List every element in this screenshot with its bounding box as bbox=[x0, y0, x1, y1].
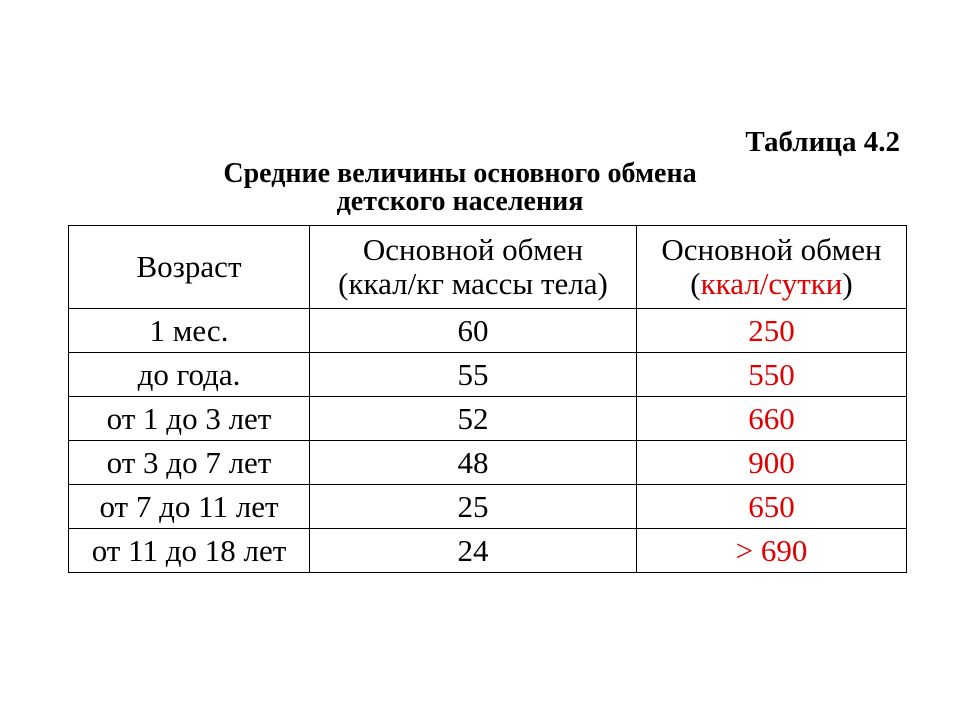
age-cell: от 11 до 18 лет bbox=[69, 529, 310, 573]
unit-kcal-per-day: ккал/сутки bbox=[700, 266, 843, 301]
per-day-cell: 660 bbox=[637, 397, 907, 441]
per-kg-cell: 60 bbox=[310, 309, 637, 353]
age-cell: от 1 до 3 лет bbox=[69, 397, 310, 441]
header-bm-per-day-line1: Основной обмен bbox=[661, 232, 882, 267]
per-day-cell: 650 bbox=[637, 485, 907, 529]
per-day-cell: > 690 bbox=[637, 529, 907, 573]
table-row bbox=[69, 353, 907, 397]
age-cell: от 7 до 11 лет bbox=[69, 485, 310, 529]
age-cell: до года. bbox=[69, 353, 310, 397]
metabolism-table bbox=[68, 225, 907, 573]
header-bm-per-day bbox=[637, 226, 907, 309]
table-row bbox=[69, 441, 907, 485]
header-bm-per-kg-line2: (ккал/кг массы тела) bbox=[338, 266, 608, 301]
title-line-2: детского населения bbox=[336, 186, 584, 217]
table-row bbox=[69, 485, 907, 529]
per-day-cell: 900 bbox=[637, 441, 907, 485]
age-cell: 1 мес. bbox=[69, 309, 310, 353]
per-kg-cell: 52 bbox=[310, 397, 637, 441]
age-cell: от 3 до 7 лет bbox=[69, 441, 310, 485]
header-row bbox=[69, 226, 907, 309]
table-row bbox=[69, 309, 907, 353]
paren-open: ( bbox=[690, 266, 701, 301]
per-kg-cell: 24 bbox=[310, 529, 637, 573]
table-number: Таблица 4.2 bbox=[745, 126, 900, 158]
table-row bbox=[69, 397, 907, 441]
paren-close: ) bbox=[842, 266, 853, 301]
table-row bbox=[69, 529, 907, 573]
title-line-1: Средние величины основного обмена bbox=[223, 158, 697, 189]
per-day-cell: 250 bbox=[637, 309, 907, 353]
header-bm-per-kg bbox=[310, 226, 637, 309]
header-bm-per-day-line2 bbox=[639, 267, 904, 301]
per-day-cell: 550 bbox=[637, 353, 907, 397]
per-kg-cell: 25 bbox=[310, 485, 637, 529]
per-kg-cell: 55 bbox=[310, 353, 637, 397]
header-bm-per-kg-line1: Основной обмен bbox=[362, 232, 584, 267]
per-kg-cell: 48 bbox=[310, 441, 637, 485]
table-title bbox=[130, 160, 790, 216]
header-age: Возраст bbox=[69, 226, 310, 309]
